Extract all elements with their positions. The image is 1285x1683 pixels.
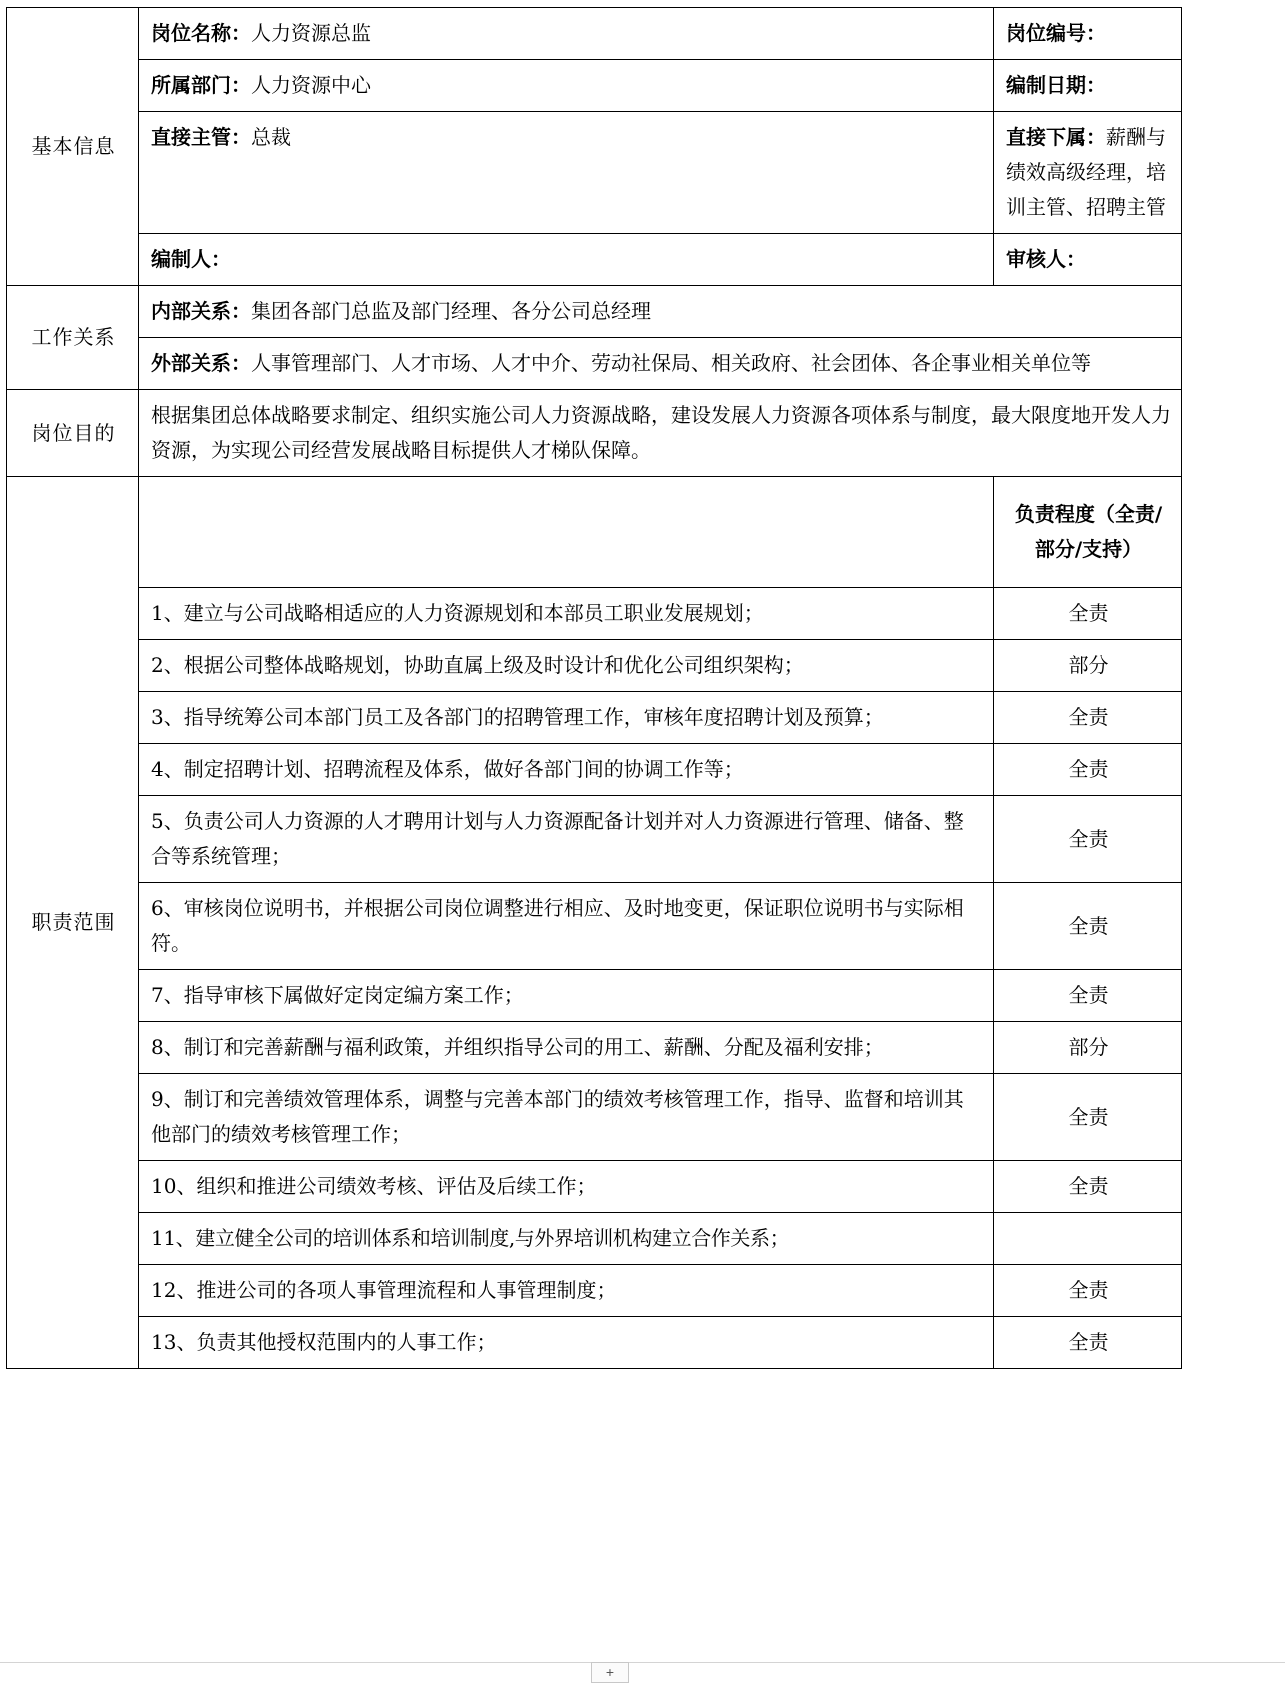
duty-item-text: 12、推进公司的各项人事管理流程和人事管理制度； (139, 1265, 994, 1317)
duty-item-text: 1、建立与公司战略相适应的人力资源规划和本部员工职业发展规划； (139, 588, 994, 640)
duty-item-degree: 部分 (994, 1022, 1182, 1074)
label-direct-reports: 直接下属： (1006, 125, 1106, 149)
value-department: 人力资源中心 (251, 73, 371, 97)
add-row-button[interactable]: + (591, 1662, 629, 1683)
cell-external-relations (139, 338, 1182, 390)
duty-item-text: 11、建立健全公司的培训体系和培训制度,与外界培训机构建立合作关系； (139, 1213, 994, 1265)
duty-item-text: 8、制订和完善薪酬与福利政策，并组织指导公司的用工、薪酬、分配及福利安排； (139, 1022, 994, 1074)
duty-description-header (139, 477, 994, 588)
duty-item-degree: 全责 (994, 588, 1182, 640)
table-row (7, 1317, 1182, 1369)
duty-item-degree: 全责 (994, 883, 1182, 970)
table-row (7, 640, 1182, 692)
value-direct-reports: 薪酬与绩效高级经理，培训主管、招聘主管 (1006, 125, 1166, 219)
cell-job-code (994, 8, 1182, 60)
label-job-code: 岗位编号： (1006, 21, 1106, 45)
duty-item-text: 5、负责公司人力资源的人才聘用计划与人力资源配备计划并对人力资源进行管理、储备、整合等系统管理； (139, 796, 994, 883)
table-row (7, 796, 1182, 883)
duty-item-text: 3、指导统筹公司本部门员工及各部门的招聘管理工作，审核年度招聘计划及预算； (139, 692, 994, 744)
label-internal-relations: 内部关系： (151, 299, 251, 323)
table-row (7, 60, 1182, 112)
table-row (7, 112, 1182, 234)
document-page (0, 7, 1285, 1683)
table-row (7, 692, 1182, 744)
duty-degree-header: 负责程度（全责/部分/支持） (994, 477, 1182, 588)
section-label-job-purpose: 岗位目的 (7, 390, 139, 477)
label-job-title: 岗位名称： (151, 21, 251, 45)
cell-compile-date (994, 60, 1182, 112)
table-row (7, 477, 1182, 588)
table-row (7, 970, 1182, 1022)
table-row (7, 286, 1182, 338)
job-description-table (6, 7, 1182, 1369)
duty-item-degree: 全责 (994, 744, 1182, 796)
table-row (7, 390, 1182, 477)
section-label-work-relations: 工作关系 (7, 286, 139, 390)
table-row (7, 8, 1182, 60)
table-row (7, 234, 1182, 286)
table-row (7, 588, 1182, 640)
duty-item-text: 10、组织和推进公司绩效考核、评估及后续工作； (139, 1161, 994, 1213)
label-prepared-by: 编制人： (151, 247, 231, 271)
label-department: 所属部门： (151, 73, 251, 97)
table-row (7, 1213, 1182, 1265)
duty-item-degree: 部分 (994, 640, 1182, 692)
cell-job-purpose-text: 根据集团总体战略要求制定、组织实施公司人力资源战略，建设发展人力资源各项体系与制度，最大限度地开发人力资源，为实现公司经营发展战略目标提供人才梯队保障。 (139, 390, 1182, 477)
cell-department (139, 60, 994, 112)
section-label-duty-scope: 职责范围 (7, 477, 139, 1369)
value-job-title: 人力资源总监 (251, 21, 371, 45)
table-row (7, 744, 1182, 796)
value-direct-supervisor: 总裁 (251, 125, 291, 149)
cell-prepared-by (139, 234, 994, 286)
label-compile-date: 编制日期： (1006, 73, 1106, 97)
label-direct-supervisor: 直接主管： (151, 125, 251, 149)
table-row (7, 1074, 1182, 1161)
duty-item-degree: 全责 (994, 1161, 1182, 1213)
cell-direct-reports (994, 112, 1182, 234)
duty-item-text: 13、负责其他授权范围内的人事工作； (139, 1317, 994, 1369)
section-label-basic-info: 基本信息 (7, 8, 139, 286)
duty-item-degree: 全责 (994, 1265, 1182, 1317)
table-row (7, 338, 1182, 390)
duty-item-text: 6、审核岗位说明书，并根据公司岗位调整进行相应、及时地变更，保证职位说明书与实际相符。 (139, 883, 994, 970)
duty-item-degree: 全责 (994, 970, 1182, 1022)
table-row (7, 1161, 1182, 1213)
label-external-relations: 外部关系： (151, 351, 251, 375)
table-row (7, 1265, 1182, 1317)
duty-item-degree: 全责 (994, 692, 1182, 744)
duty-item-text: 4、制定招聘计划、招聘流程及体系，做好各部门间的协调工作等； (139, 744, 994, 796)
cell-job-title (139, 8, 994, 60)
duty-item-text: 2、根据公司整体战略规划，协助直属上级及时设计和优化公司组织架构； (139, 640, 994, 692)
label-reviewed-by: 审核人： (1006, 247, 1086, 271)
cell-direct-supervisor (139, 112, 994, 234)
cell-internal-relations (139, 286, 1182, 338)
cell-reviewed-by (994, 234, 1182, 286)
duty-item-degree: 全责 (994, 796, 1182, 883)
table-row (7, 883, 1182, 970)
table-row (7, 1022, 1182, 1074)
duty-item-text: 9、制订和完善绩效管理体系，调整与完善本部门的绩效考核管理工作，指导、监督和培训其他部门的绩效考核管理工作； (139, 1074, 994, 1161)
page-bottom-divider (0, 1662, 1285, 1663)
value-external-relations: 人事管理部门、人才市场、人才中介、劳动社保局、相关政府、社会团体、各企事业相关单位等 (251, 351, 1091, 375)
value-internal-relations: 集团各部门总监及部门经理、各分公司总经理 (251, 299, 651, 323)
duty-item-degree (994, 1213, 1182, 1265)
duty-item-degree: 全责 (994, 1317, 1182, 1369)
duty-item-text: 7、指导审核下属做好定岗定编方案工作； (139, 970, 994, 1022)
duty-item-degree: 全责 (994, 1074, 1182, 1161)
